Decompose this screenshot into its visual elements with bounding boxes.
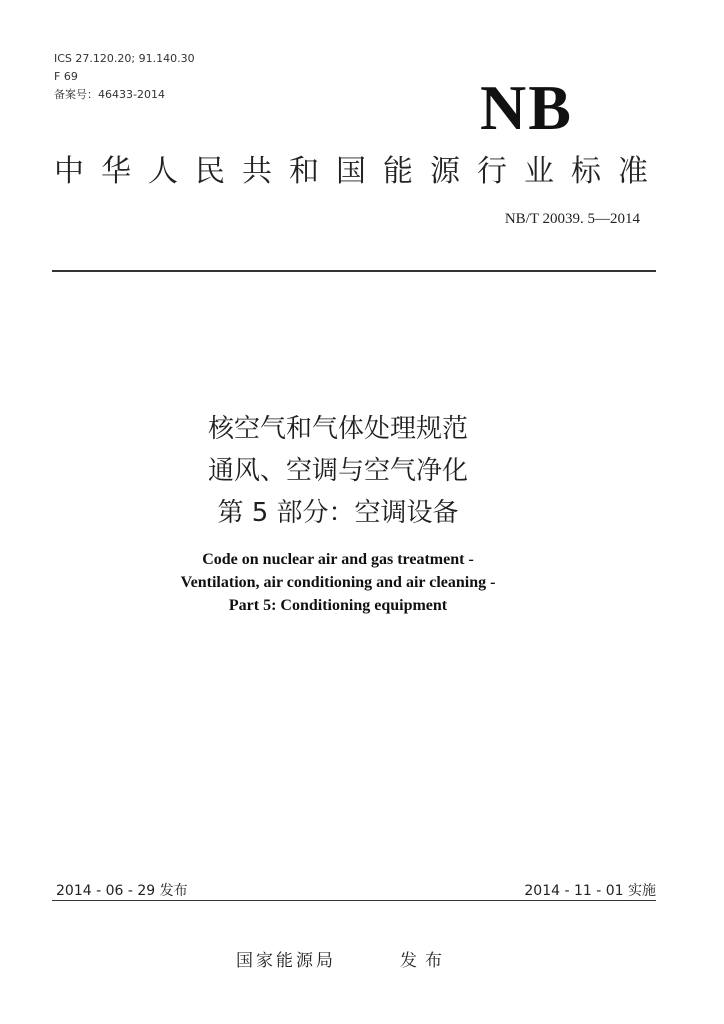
ics-code: ICS 27.120.20; 91.140.30	[54, 52, 195, 65]
chinese-title-line: 核空气和气体处理规范	[207, 414, 468, 444]
filing-number: 备案号：46433-2014	[54, 88, 165, 101]
english-title-line: Ventilation, air conditioning and air cleaning -	[180, 574, 496, 591]
chinese-title	[0, 408, 676, 534]
ccs-code: F 69	[54, 70, 78, 83]
nb-logo: NB	[480, 72, 573, 143]
english-title-line: Part 5: Conditioning equipment	[228, 597, 448, 614]
english-title-line: Code on nuclear air and gas treatment -	[202, 551, 474, 568]
issuing-authority: 国家能源局	[236, 951, 336, 971]
standard-number: NB/T 20039. 5—2014	[504, 211, 640, 227]
chinese-title-line: 第 5 部分：空调设备	[217, 498, 459, 528]
effective-date: 2014 - 11 - 01 实施	[524, 883, 656, 899]
english-title	[0, 548, 676, 617]
classification-block	[54, 50, 195, 104]
chinese-title-line: 通风、空调与空气净化	[207, 456, 468, 486]
publish-label: 发布	[400, 951, 450, 971]
header-divider	[52, 270, 656, 272]
footer-divider	[52, 900, 656, 901]
standard-category-title: 中华人民共和国能源行业标准	[54, 154, 665, 189]
issue-date: 2014 - 06 - 29 发布	[56, 883, 188, 899]
